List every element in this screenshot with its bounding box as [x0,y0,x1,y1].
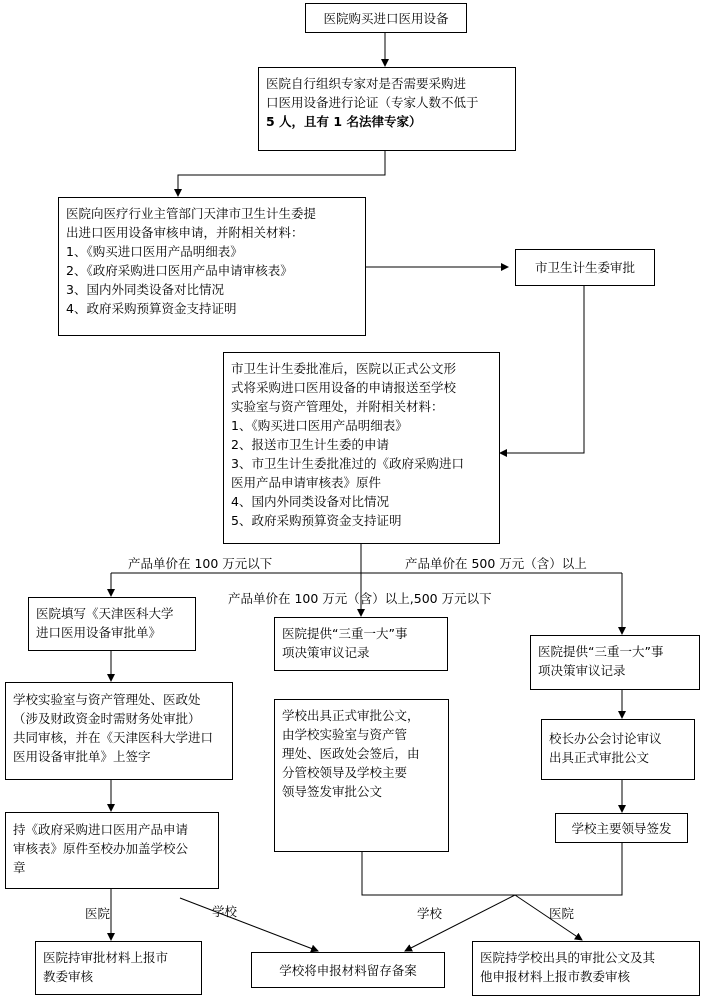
apply-item: 4、政府采购预算资金支持证明 [66,301,237,316]
stamp-line: 章 [13,860,26,875]
label-hospital-right: 医院 [549,906,575,921]
hospital-report-right-line: 医院持学校出具的审批公文及其 [480,950,656,965]
submit-item: 4、国内外同类设备对比情况 [231,494,389,509]
submit-item: 1、《购买进口医用产品明细表》 [231,418,408,433]
school-archive-text: 学校将申报材料留存备案 [279,963,417,978]
apply-title-line: 出进口医用设备审核申请，并附相关材料： [66,225,304,240]
fill-form-line: 医院填写《天津医科大学 [36,606,174,621]
city-approve-box [515,249,655,286]
joint-review-line: 共同审核，并在《天津医科大学进口 [13,730,214,745]
mid-record-line: 项决策审议记录 [282,645,370,660]
principal-office-line: 出具正式审批公文 [549,750,650,765]
start-box [305,3,467,33]
submit-title-line: 实验室与资产管理处，并附相关材料： [231,399,444,414]
hospital-report-left-line: 教委审核 [43,969,94,984]
apply-item: 2、《政府采购进口医用产品申请审核表》 [66,263,293,278]
principal-office-box [541,719,695,780]
apply-item: 3、国内外同类设备对比情况 [66,282,224,297]
submit-item: 5、政府采购预算资金支持证明 [231,513,402,528]
mid-approve-line: 领导签发审批公文 [282,784,383,799]
school-archive-box [251,952,445,988]
joint-review-line: （涉及财政资金时需财务处审批） [13,711,201,726]
expert-line: 医院自行组织专家对是否需要采购进 [266,76,467,91]
principal-office-line: 校长办公会讨论审议 [549,731,662,746]
hospital-report-right-line: 他申报材料上报市教委审核 [480,969,631,984]
stamp-line: 审核表》原件至校办加盖学校公 [13,841,189,856]
joint-review-line: 学校实验室与资产管理处、医政处 [13,692,201,707]
submit-box [223,352,500,544]
joint-review-line: 医用设备审批单》上签字 [13,749,151,764]
label-hospital-left: 医院 [85,906,111,921]
label-between: 产品单价在 100 万元（含）以上,500 万元以下 [228,591,492,606]
right-record-box [530,635,700,690]
hospital-report-left-box [35,941,202,995]
leader-sign-text: 学校主要领导签发 [571,821,672,836]
right-record-line: 医院提供“三重一大”事 [538,644,664,659]
arrow-expert-to-apply [178,151,385,196]
stamp-line: 持《政府采购进口医用产品申请 [13,822,189,837]
fill-form-box [28,597,196,651]
stamp-box [5,812,219,889]
submit-item: 3、市卫生计生委批准过的《政府采购进口 [231,456,464,471]
apply-box [58,197,366,336]
label-over-500: 产品单价在 500 万元（含）以上 [405,556,587,571]
apply-title-line: 医院向医疗行业主管部门天津市卫生计生委提 [66,206,317,221]
leader-sign-box [555,813,688,843]
arrow-city-to-submit [500,286,584,453]
label-school-right: 学校 [417,906,443,921]
expert-review-box [258,67,516,151]
joint-review-box [5,682,233,780]
hospital-report-right-box [472,941,700,996]
label-under-100: 产品单价在 100 万元以下 [128,556,273,571]
fill-form-line: 进口医用设备审批单》 [36,625,162,640]
submit-item: 医用产品申请审核表》原件 [231,475,382,490]
mid-approve-box [274,699,449,852]
mid-approve-line: 理处、医政处会签后，由 [282,746,420,761]
expert-line: 口医用设备进行论证（专家人数不低于 [266,95,479,110]
mid-approve-line: 由学校实验室与资产管 [282,727,408,742]
start-text: 医院购买进口医用设备 [323,11,449,26]
mid-record-line: 医院提供“三重一大”事 [282,626,408,641]
submit-title-line: 市卫生计生委批准后，医院以正式公文形 [231,361,457,376]
mid-approve-line: 学校出具正式审批公文， [282,708,420,723]
mid-record-box [274,617,448,671]
submit-title-line: 式将采购进口医用设备的申请报送至学校 [231,380,457,395]
mid-approve-line: 分管校领导及学校主要 [282,765,408,780]
hospital-report-left-line: 医院持审批材料上报市 [43,950,169,965]
right-record-line: 项决策审议记录 [538,663,626,678]
expert-line: 5 人，且有 1 名法律专家） [266,114,422,129]
apply-item: 1、《购买进口医用产品明细表》 [66,244,243,259]
label-school-left: 学校 [212,904,238,919]
city-approve-text: 市卫生计生委审批 [534,260,635,275]
submit-item: 2、报送市卫生计生委的申请 [231,437,389,452]
